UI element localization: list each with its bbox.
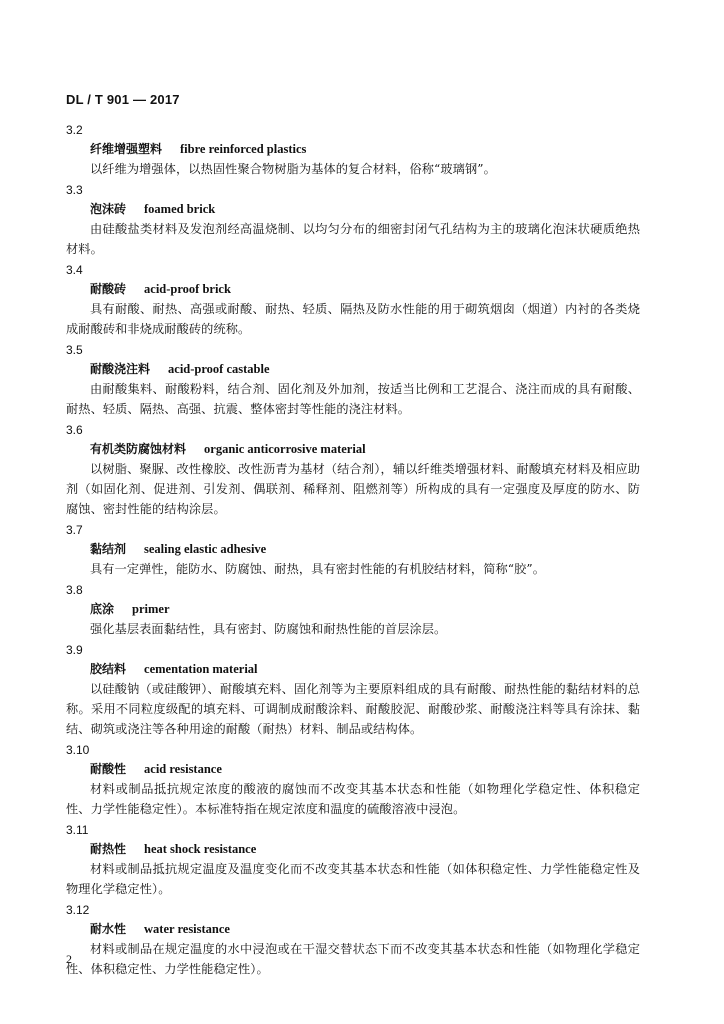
term-title <box>66 920 640 939</box>
term-number: 3.12 <box>66 903 90 917</box>
term-title <box>66 200 640 219</box>
term-name-en: fibre reinforced plastics <box>180 142 307 156</box>
term-number: 3.4 <box>66 263 83 277</box>
term-entry <box>66 901 640 979</box>
term-entry <box>66 581 640 639</box>
term-name-zh: 耐酸砖 <box>90 282 127 296</box>
term-entry <box>66 521 640 579</box>
term-title <box>66 840 640 859</box>
term-name-zh: 胶结料 <box>90 662 127 676</box>
term-definition: 强化基层表面黏结性，具有密封、防腐蚀和耐热性能的首层涂层。 <box>90 622 447 636</box>
term-entry <box>66 821 640 899</box>
term-definition: 具有一定弹性，能防水、防腐蚀、耐热，具有密封性能的有机胶结材料，简称“胶”。 <box>90 562 546 576</box>
term-number: 3.3 <box>66 183 83 197</box>
term-title <box>66 280 640 299</box>
term-name-en: foamed brick <box>144 202 216 216</box>
terms-list <box>66 121 640 981</box>
term-entry <box>66 741 640 819</box>
term-title <box>66 760 640 779</box>
term-title <box>66 660 640 679</box>
term-name-zh: 耐水性 <box>90 922 127 936</box>
term-entry <box>66 641 640 739</box>
term-name-zh: 耐酸浇注料 <box>90 362 151 376</box>
term-entry <box>66 121 640 179</box>
term-definition: 材料或制品抵抗规定温度及温度变化而不改变其基本状态和性能（如体积稳定性、力学性能稳定性及物理化学稳定性）。 <box>66 862 640 896</box>
term-number: 3.11 <box>66 823 89 837</box>
term-number: 3.2 <box>66 123 83 137</box>
term-title <box>66 440 640 459</box>
term-definition: 材料或制品抵抗规定浓度的酸液的腐蚀而不改变其基本状态和性能（如物理化学稳定性、体积稳定性、力学性能稳定性）。本标准特指在规定浓度和温度的硫酸溶液中浸泡。 <box>66 782 640 816</box>
term-number: 3.5 <box>66 343 83 357</box>
term-name-en: acid-proof brick <box>144 282 231 296</box>
term-definition: 由耐酸集料、耐酸粉料，结合剂、固化剂及外加剂，按适当比例和工艺混合、浇注而成的具有耐酸、耐热、轻质、隔热、高强、抗震、整体密封等性能的浇注材料。 <box>66 382 640 416</box>
term-name-en: heat shock resistance <box>144 842 257 856</box>
term-name-en: organic anticorrosive material <box>204 442 366 456</box>
term-number: 3.6 <box>66 423 83 437</box>
term-entry <box>66 421 640 519</box>
term-title <box>66 140 640 159</box>
term-definition: 由硅酸盐类材料及发泡剂经高温烧制、以均匀分布的细密封闭气孔结构为主的玻璃化泡沫状硬质绝热材料。 <box>66 222 640 256</box>
term-name-zh: 耐热性 <box>90 842 127 856</box>
term-number: 3.8 <box>66 583 83 597</box>
term-definition: 以硅酸钠（或硅酸钾）、耐酸填充料、固化剂等为主要原料组成的具有耐酸、耐热性能的黏结材料的总称。采用不同粒度级配的填充料、可调制成耐酸涂料、耐酸胶泥、耐酸砂浆、耐酸浇注料等具有涂抹、黏结、砌筑或浇注等各种用途的耐酸（耐热）材料、制品或结构体。 <box>66 682 640 736</box>
term-entry <box>66 181 640 259</box>
term-name-en: water resistance <box>144 922 230 936</box>
term-number: 3.9 <box>66 643 83 657</box>
term-title <box>66 600 640 619</box>
term-name-zh: 耐酸性 <box>90 762 127 776</box>
term-definition: 以树脂、聚脲、改性橡胶、改性沥青为基材（结合剂），辅以纤维类增强材料、耐酸填充材料及相应助剂（如固化剂、促进剂、引发剂、偶联剂、稀释剂、阻燃剂等）所构成的具有一定强度及厚度的防水、防腐蚀、密封性能的结构涂层。 <box>66 462 640 516</box>
term-title <box>66 540 640 559</box>
term-definition: 具有耐酸、耐热、高强或耐酸、耐热、轻质、隔热及防水性能的用于砌筑烟囱（烟道）内衬的各类烧成耐酸砖和非烧成耐酸砖的统称。 <box>66 302 640 336</box>
term-name-zh: 有机类防腐蚀材料 <box>90 442 187 456</box>
term-name-zh: 黏结剂 <box>90 542 127 556</box>
term-name-en: cementation material <box>144 662 258 676</box>
page-number: 2 <box>66 952 72 966</box>
term-name-zh: 底涂 <box>90 602 115 616</box>
term-number: 3.10 <box>66 743 90 757</box>
term-name-en: acid resistance <box>144 762 222 776</box>
term-number: 3.7 <box>66 523 83 537</box>
term-entry <box>66 341 640 419</box>
term-name-zh: 泡沫砖 <box>90 202 127 216</box>
term-entry <box>66 261 640 339</box>
term-definition: 材料或制品在规定温度的水中浸泡或在干湿交替状态下而不改变其基本状态和性能（如物理化学稳定性、体积稳定性、力学性能稳定性）。 <box>66 942 640 976</box>
term-name-en: primer <box>132 602 170 616</box>
standard-code-header: DL / T 901 — 2017 <box>66 92 180 107</box>
term-title <box>66 360 640 379</box>
term-name-en: sealing elastic adhesive <box>144 542 267 556</box>
term-name-zh: 纤维增强塑料 <box>90 142 163 156</box>
term-definition: 以纤维为增强体，以热固性聚合物树脂为基体的复合材料，俗称“玻璃钢”。 <box>90 162 496 176</box>
term-name-en: acid-proof castable <box>168 362 270 376</box>
